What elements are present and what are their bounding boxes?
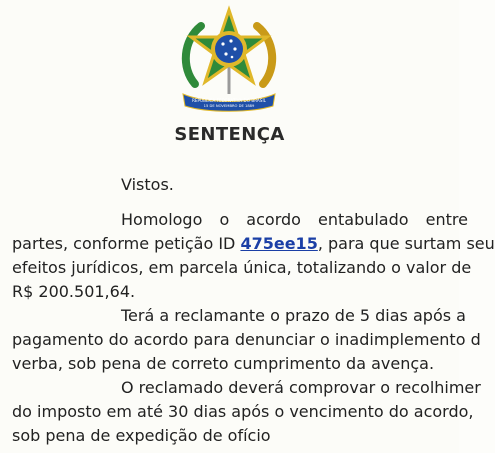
paragraph2-line3: verba, sob pena de correto cumprimento da avença. xyxy=(12,354,435,373)
paragraph1-line4: R$ 200.501,64. xyxy=(12,282,136,301)
paragraph2-line2: pagamento do acordo para denunciar o inadimplemento d xyxy=(12,330,481,349)
paragraph1-line1 xyxy=(12,208,468,232)
paragraph-homologation xyxy=(12,208,495,304)
word: entabulado xyxy=(318,210,409,229)
paragraph3-line1-text: O reclamado deverá comprovar o recolhimer xyxy=(121,378,481,397)
word: acordo xyxy=(246,210,301,229)
paragraph1-line2-prefix: partes, conforme petição ID xyxy=(12,234,241,253)
paragraph1-line2 xyxy=(12,232,495,256)
document-id-link[interactable]: 475ee15 xyxy=(240,234,318,253)
emblem-ribbon-text: REPÚBLICA FEDERATIVA DO BRASIL xyxy=(191,98,267,103)
paragraph3-line3: sob pena de expedição de ofício xyxy=(12,426,271,445)
paragraph1-line3: efeitos jurídicos, em parcela única, totalizando o valor de xyxy=(12,258,472,277)
paragraph3-line2: do imposto em até 30 dias após o vencimento do acordo, xyxy=(12,402,474,421)
word: o xyxy=(219,210,230,229)
emblem-ribbon-date: 15 DE NOVEMBRO DE 1889 xyxy=(203,104,255,108)
paragraph2-line1 xyxy=(12,304,471,328)
document-title: SENTENÇA xyxy=(174,124,285,145)
paragraph-deadline xyxy=(12,304,481,376)
word: entre xyxy=(425,210,468,229)
brazil-coat-of-arms-icon xyxy=(175,6,283,111)
paragraph1-line2-suffix: , para que surtam seu xyxy=(317,234,495,253)
paragraph2-line1-text: Terá a reclamante o prazo de 5 dias após a xyxy=(121,306,466,325)
opening-line: Vistos. xyxy=(121,175,174,194)
word: Homologo xyxy=(121,210,203,229)
paragraph3-line1 xyxy=(12,376,481,400)
paragraph-tax xyxy=(12,376,481,448)
